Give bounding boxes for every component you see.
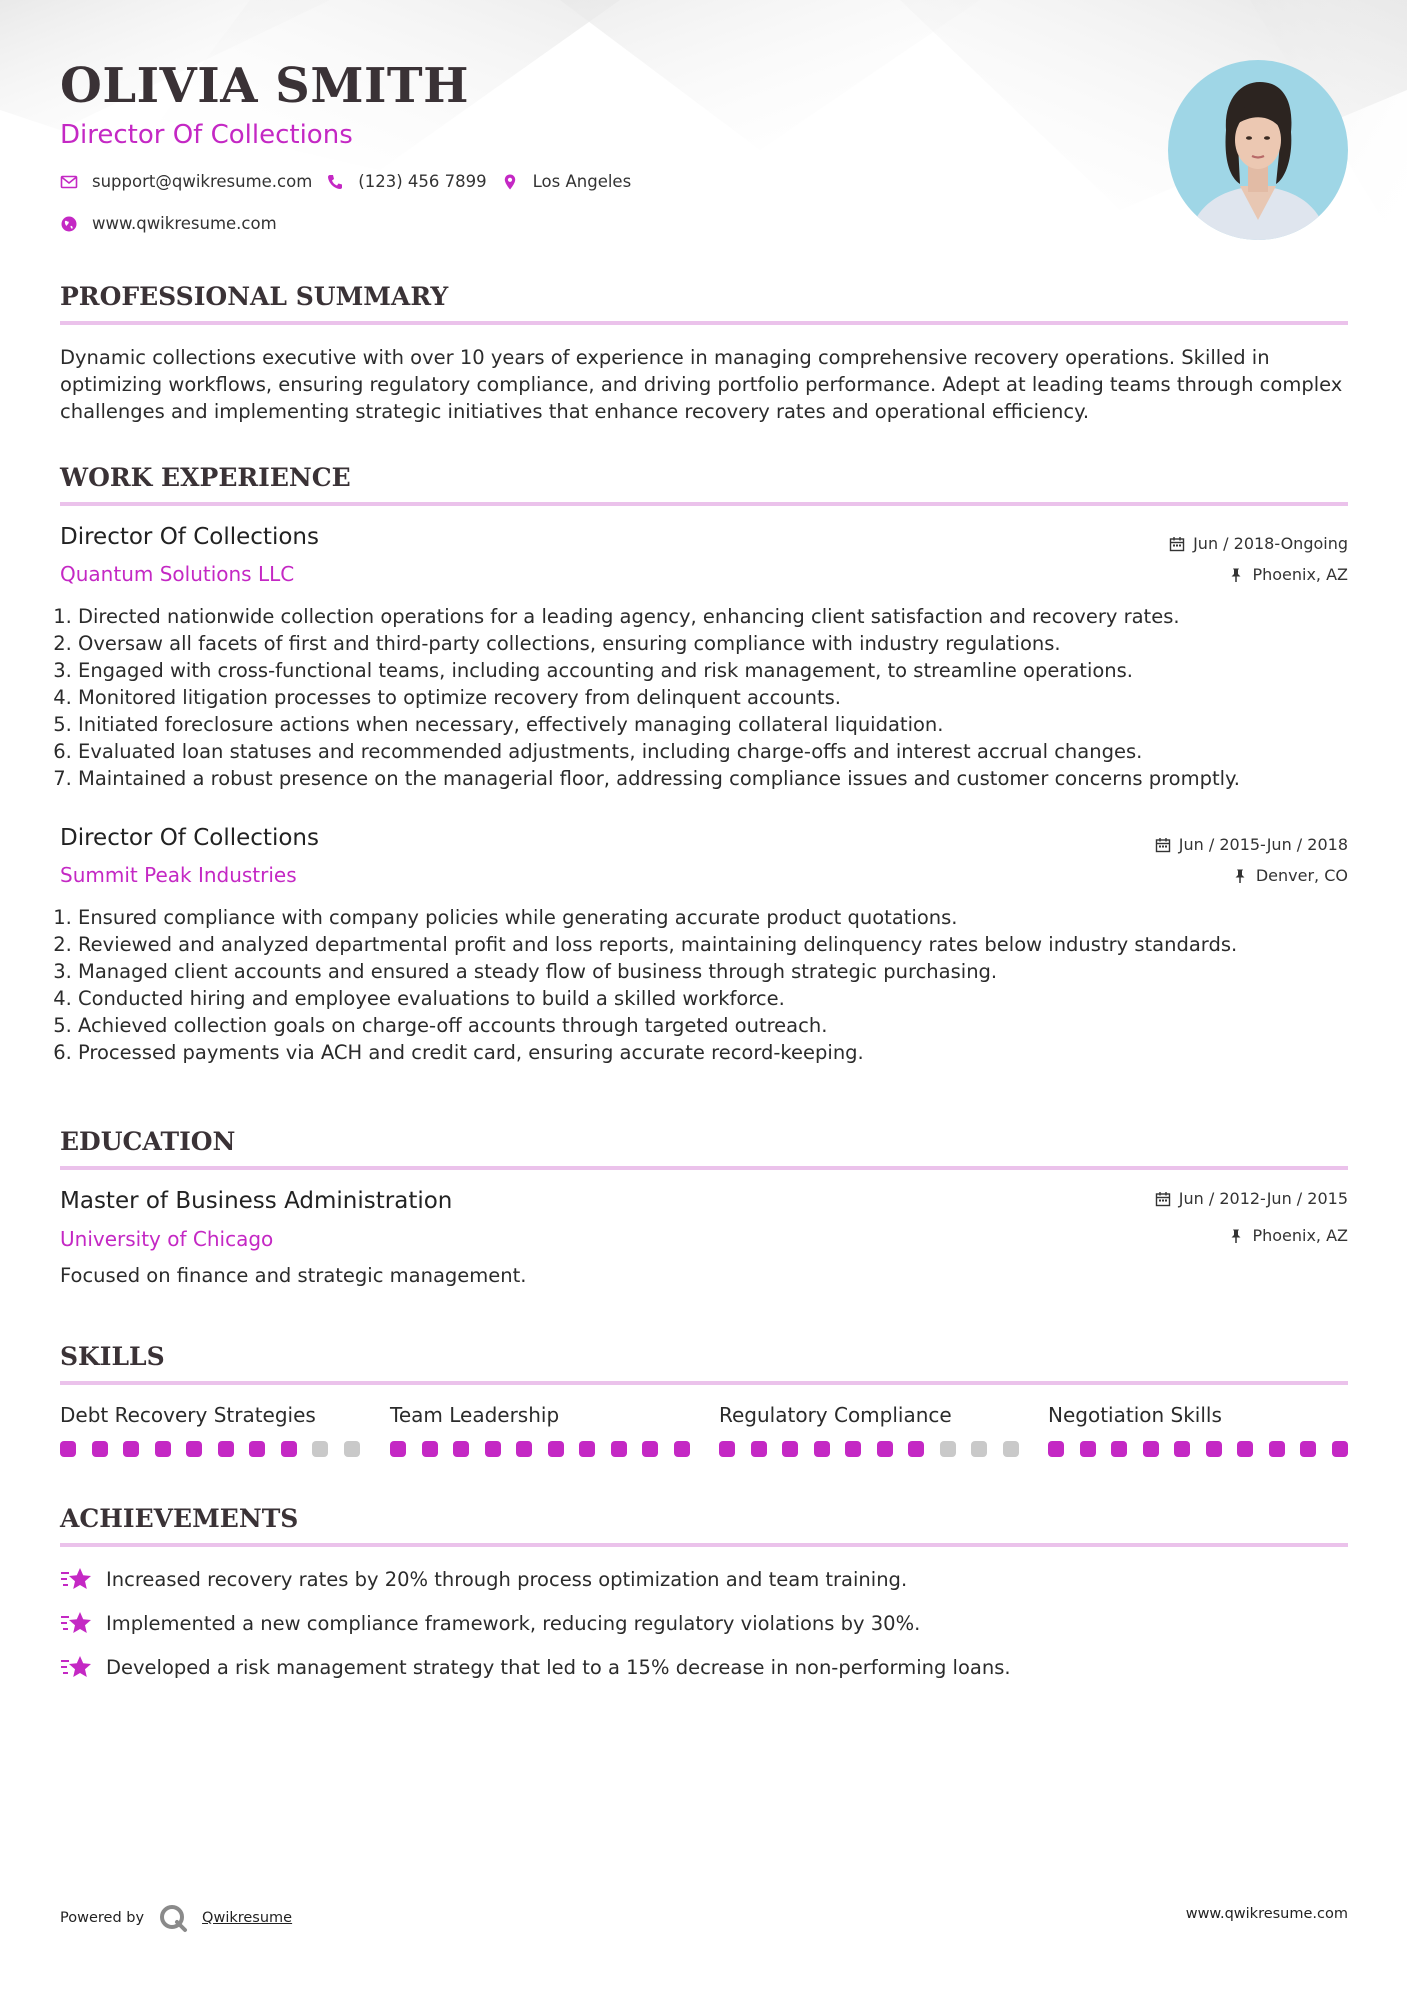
education-location — [1228, 1226, 1348, 1245]
calendar-icon — [1155, 837, 1171, 853]
rating-dot-filled — [422, 1441, 438, 1457]
pushpin-icon — [1228, 567, 1244, 583]
degree-title: Master of Business Administration — [60, 1188, 453, 1214]
achievements-divider — [60, 1543, 1348, 1547]
job-title: Director Of Collections — [60, 524, 319, 550]
rating-dot-filled — [751, 1441, 767, 1457]
skills-heading: SKILLS — [60, 1342, 165, 1371]
star-icon — [60, 1654, 92, 1680]
list-item: 2. Reviewed and analyzed departmental profit and loss reports, maintaining delinquency rates below industry standards. — [78, 931, 1378, 958]
list-item: 1. Directed nationwide collection operations for a leading agency, enhancing client satisfaction and recovery rates. — [78, 603, 1378, 630]
job-location — [1232, 866, 1348, 885]
education-description: Focused on finance and strategic management. — [60, 1264, 527, 1287]
rating-dot-empty — [312, 1441, 328, 1457]
job-company: Quantum Solutions LLC — [60, 562, 295, 586]
skill-item — [60, 1403, 360, 1457]
rating-dot-filled — [611, 1441, 627, 1457]
pushpin-icon — [1232, 868, 1248, 884]
rating-dot-filled — [186, 1441, 202, 1457]
job-dates — [1169, 534, 1348, 553]
list-item: 6. Processed payments via ACH and credit card, ensuring accurate record-keeping. — [78, 1039, 1378, 1066]
qwikresume-logo-icon — [158, 1903, 188, 1933]
list-item: 2. Oversaw all facets of first and third-party collections, ensuring compliance with industry regulations. — [78, 630, 1378, 657]
rating-dot-filled — [1332, 1441, 1348, 1457]
rating-dot-filled — [642, 1441, 658, 1457]
job-dates — [1155, 835, 1348, 854]
list-item: 3. Engaged with cross-functional teams, including accounting and risk management, to streamline operations. — [78, 657, 1378, 684]
job-company: Summit Peak Industries — [60, 863, 297, 887]
list-item: 6. Evaluated loan statuses and recommended adjustments, including charge-offs and interest accrual changes. — [78, 738, 1378, 765]
achievement-item — [60, 1610, 920, 1636]
website-row — [60, 214, 277, 233]
school-name: University of Chicago — [60, 1227, 274, 1251]
brand-link[interactable]: Qwikresume — [202, 1910, 293, 1926]
rating-dot-filled — [281, 1441, 297, 1457]
rating-dot-filled — [1206, 1441, 1222, 1457]
phone-icon — [326, 173, 344, 191]
education-location-text: Phoenix, AZ — [1252, 1226, 1348, 1245]
rating-dot-filled — [60, 1441, 76, 1457]
contact-row — [60, 172, 631, 191]
job-dates-text: Jun / 2018-Ongoing — [1193, 534, 1348, 553]
achievement-item — [60, 1654, 1011, 1680]
summary-divider — [60, 321, 1348, 325]
rating-dot-filled — [782, 1441, 798, 1457]
skill-rating — [1048, 1441, 1348, 1457]
rating-dot-filled — [453, 1441, 469, 1457]
globe-icon — [60, 215, 78, 233]
achievement-text: Developed a risk management strategy that led to a 15% decrease in non-performing loans. — [106, 1655, 1011, 1679]
rating-dot-filled — [719, 1441, 735, 1457]
rating-dot-filled — [845, 1441, 861, 1457]
candidate-title: Director Of Collections — [60, 120, 353, 150]
list-item: 7. Maintained a robust presence on the managerial floor, addressing compliance issues and customer concerns promptly. — [78, 765, 1378, 792]
skill-name: Team Leadership — [390, 1403, 560, 1427]
rating-dot-filled — [548, 1441, 564, 1457]
rating-dot-filled — [123, 1441, 139, 1457]
rating-dot-empty — [940, 1441, 956, 1457]
skill-rating — [60, 1441, 360, 1457]
experience-heading: WORK EXPERIENCE — [60, 463, 351, 492]
achievement-text: Increased recovery rates by 20% through process optimization and team training. — [106, 1567, 908, 1591]
list-item: 3. Managed client accounts and ensured a steady flow of business through strategic purchasing. — [78, 958, 1378, 985]
experience-divider — [60, 502, 1348, 506]
list-item: 4. Monitored litigation processes to optimize recovery from delinquent accounts. — [78, 684, 1378, 711]
footer-powered-by — [60, 1903, 292, 1933]
job-responsibilities — [60, 904, 1378, 1066]
pushpin-icon — [1228, 1228, 1244, 1244]
rating-dot-filled — [814, 1441, 830, 1457]
profile-photo — [1168, 60, 1348, 240]
job-responsibilities — [60, 603, 1378, 792]
rating-dot-filled — [1080, 1441, 1096, 1457]
education-divider — [60, 1166, 1348, 1170]
email-icon — [60, 173, 78, 191]
rating-dot-filled — [877, 1441, 893, 1457]
rating-dot-filled — [1048, 1441, 1064, 1457]
summary-text: Dynamic collections executive with over 10 years of experience in managing comprehensive recovery operations. Skilled in optimizing workflows, ensuring regulatory compliance, and driving portfolio performance. Adept at leading teams through complex challenges and implementing strategic initiatives that enhance recovery rates and operational efficiency. — [60, 346, 1343, 423]
rating-dot-filled — [1143, 1441, 1159, 1457]
job-title: Director Of Collections — [60, 825, 319, 851]
skill-name: Debt Recovery Strategies — [60, 1403, 316, 1427]
list-item: 1. Ensured compliance with company policies while generating accurate product quotations. — [78, 904, 1378, 931]
rating-dot-filled — [1269, 1441, 1285, 1457]
phone-text: (123) 456 7899 — [358, 172, 487, 191]
education-dates — [1155, 1189, 1348, 1208]
email-text[interactable]: support@qwikresume.com — [92, 172, 313, 191]
skill-name: Regulatory Compliance — [719, 1403, 952, 1427]
skill-rating — [390, 1441, 690, 1457]
rating-dot-filled — [218, 1441, 234, 1457]
location-pin-icon — [501, 173, 519, 191]
calendar-icon — [1155, 1191, 1171, 1207]
calendar-icon — [1169, 536, 1185, 552]
rating-dot-filled — [92, 1441, 108, 1457]
skill-name: Negotiation Skills — [1048, 1403, 1222, 1427]
education-heading: EDUCATION — [60, 1127, 236, 1156]
rating-dot-filled — [1111, 1441, 1127, 1457]
star-icon — [60, 1610, 92, 1636]
rating-dot-empty — [344, 1441, 360, 1457]
summary-heading: PROFESSIONAL SUMMARY — [60, 282, 449, 311]
job-location-text: Phoenix, AZ — [1252, 565, 1348, 584]
rating-dot-filled — [155, 1441, 171, 1457]
rating-dot-filled — [908, 1441, 924, 1457]
education-dates-text: Jun / 2012-Jun / 2015 — [1178, 1189, 1348, 1208]
achievement-text: Implemented a new compliance framework, reducing regulatory violations by 30%. — [106, 1611, 921, 1635]
rating-dot-filled — [1237, 1441, 1253, 1457]
achievements-heading: ACHIEVEMENTS — [60, 1504, 299, 1533]
skill-item — [1048, 1403, 1348, 1457]
rating-dot-filled — [249, 1441, 265, 1457]
job-dates-text: Jun / 2015-Jun / 2018 — [1178, 835, 1348, 854]
rating-dot-filled — [1300, 1441, 1316, 1457]
powered-by-label: Powered by — [60, 1910, 145, 1926]
list-item: 5. Achieved collection goals on charge-off accounts through targeted outreach. — [78, 1012, 1378, 1039]
rating-dot-empty — [1003, 1441, 1019, 1457]
job-location — [1228, 565, 1348, 584]
website-text[interactable]: www.qwikresume.com — [92, 214, 277, 233]
skills-divider — [60, 1381, 1348, 1385]
rating-dot-empty — [971, 1441, 987, 1457]
skill-item — [719, 1403, 1019, 1457]
footer-website[interactable]: www.qwikresume.com — [1185, 1906, 1348, 1922]
star-icon — [60, 1566, 92, 1592]
achievement-item — [60, 1566, 907, 1592]
rating-dot-filled — [516, 1441, 532, 1457]
skill-item — [390, 1403, 690, 1457]
skill-rating — [719, 1441, 1019, 1457]
rating-dot-filled — [390, 1441, 406, 1457]
rating-dot-filled — [1174, 1441, 1190, 1457]
list-item: 5. Initiated foreclosure actions when necessary, effectively managing collateral liquidation. — [78, 711, 1378, 738]
location-text: Los Angeles — [532, 172, 632, 191]
list-item: 4. Conducted hiring and employee evaluations to build a skilled workforce. — [78, 985, 1378, 1012]
rating-dot-filled — [674, 1441, 690, 1457]
rating-dot-filled — [579, 1441, 595, 1457]
candidate-name: OLIVIA SMITH — [60, 58, 469, 114]
rating-dot-filled — [485, 1441, 501, 1457]
job-location-text: Denver, CO — [1255, 866, 1348, 885]
